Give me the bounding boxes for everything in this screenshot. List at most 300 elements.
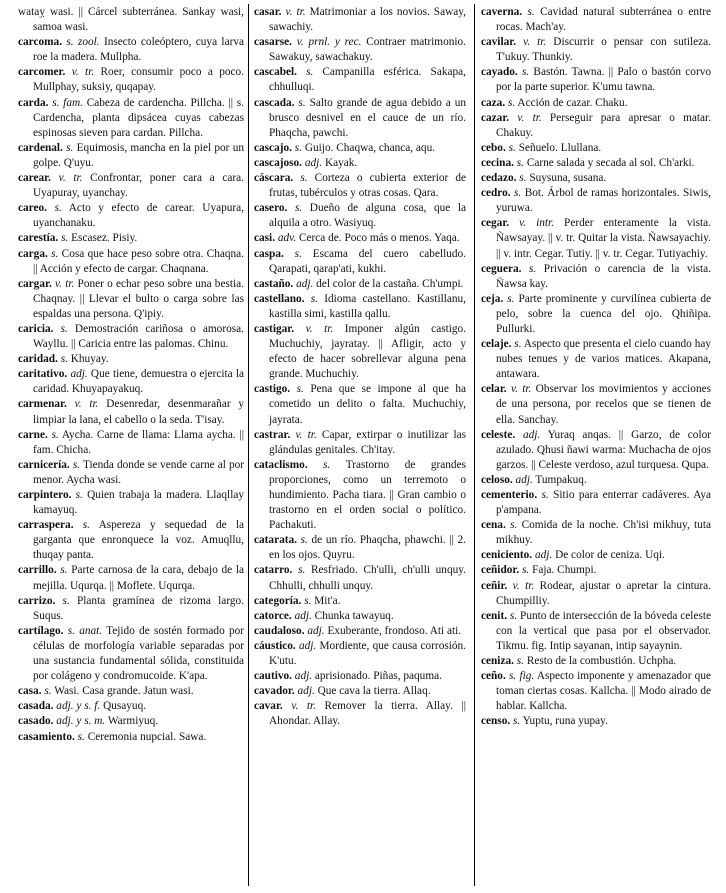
entry-headword: cascada. [254,96,295,109]
entry-headword: cargar. [18,277,52,290]
entry-headword: cautivo. [254,670,292,683]
dictionary-entry [481,548,711,563]
entry-grammar: s. [310,292,319,305]
dictionary-entry [481,337,711,382]
dictionary-entry [481,488,711,518]
dictionary-entry [254,231,466,246]
dictionary-entry [481,518,711,548]
entry-headword: caricia. [18,322,54,335]
entry-grammar: adj. [298,639,317,652]
entry-definition: Yuptu, runa yupay. [522,715,608,728]
entry-definition: Observar los movimientos y acciones de una persona, por recelos que se tienen de ella. Sanchay. [496,383,711,426]
entry-grammar: adj. [307,624,325,637]
entry-definition: De color de ceniza. Uqi. [555,549,665,562]
dictionary-entry [18,714,244,729]
entry-grammar: v. intr. [519,217,555,230]
entry-definition: Cavidad natural subterránea o entre rocas. Mach'ay. [496,6,711,34]
entry-grammar: s. [522,564,530,577]
entry-grammar: s. anat. [67,624,103,637]
entry-definition: Campanilla esférica. Sakapa, chhulluqi. [269,66,466,94]
entry-grammar: s. [54,202,62,215]
dictionary-entry [481,563,711,578]
entry-definition: Equimosis, mancha en la piel por un golpe. Q'uyu. [33,141,244,169]
entry-headword: carcoma. [18,36,63,49]
dictionary-entry [18,518,244,563]
entry-definition: Bastón. Tawna. || Palo o bastón corvo por la parte superior. K'umu tawna. [496,66,711,94]
dictionary-entry [481,35,711,65]
entry-headword: cavar. [254,700,283,713]
entry-definition: Roer, consumir poco a poco. Mullphay, suksiy, quqapay. [33,66,244,94]
entry-definition: Resto de la combustión. Uchpha. [526,655,677,668]
dictionary-entry [254,609,466,624]
entry-definition: Acto y efecto de carear. Uyapura, uyanchanaku. [33,202,244,230]
entry-grammar: s. [294,247,302,260]
entry-definition: Sitio para enterrar cadáveres. Aya p'ampana. [496,489,711,517]
dictionary-entry [481,609,711,654]
entry-grammar: s. [62,594,70,607]
dictionary-entry [18,397,244,427]
entry-grammar: adj. y s. f. [56,700,101,713]
entry-headword: cavador. [254,685,295,698]
entry-definition: Perder enteramente la vista. Ñawsayay. || v. tr. Quitar la vista. Ñawsayachiy. || v. intr. Cegar. Tutiy. || v. tr. Cegar. Tutiyachiy. [496,217,711,260]
dictionary-entry [254,594,466,609]
dictionary-entry [18,65,244,95]
entry-grammar: s. [298,564,306,577]
dictionary-entry [254,684,466,699]
entry-headword: censo. [481,715,511,728]
entry-definition: Discurrir o pensar con sutileza. T'ukuy. Thunkiy. [496,36,711,64]
entry-grammar: s. zool. [66,36,100,49]
entry-headword: ceja. [481,292,504,305]
entry-definition: Perseguir para apresar o matar. Chakuy. [496,111,711,139]
dictionary-entry [18,141,244,171]
entry-definition: Acción de cazar. Chaku. [517,96,628,109]
dictionary-entry [18,352,244,367]
dictionary-entry [254,699,466,729]
entry-definition: Qusayuq. [103,700,147,713]
entry-definition: Escasez. Pisiy. [71,232,138,245]
entry-headword: carestía. [18,232,59,245]
entry-definition: Contraer matrimonio. Sawakuy, sawachakuy. [269,36,466,64]
entry-headword: ceñir. [481,579,508,592]
entry-grammar: s. fig. [509,670,535,683]
entry-grammar: s. [300,172,308,185]
entry-definition: Aspereza y sequedad de la garganta que enronquece la voz. Amuqllu, thuqay panta. [33,519,244,562]
dictionary-entry [481,96,711,111]
entry-grammar: adj. [534,549,553,562]
entry-headword: castigo. [254,383,291,396]
entry-grammar: s. [514,187,522,200]
dictionary-entry [481,428,711,473]
entry-grammar: v. tr. [510,383,532,396]
entry-definition: Dueño de alguna cosa, que la alquila a otro. Wasiyuq. [269,202,466,230]
entry-definition: Khuyay. [70,353,109,366]
entry-definition: Pena que se impone al que ha cometido un delito o falta. Muchuchiy, jayrata. [269,383,466,426]
entry-definition: Tumpakuq. [535,473,587,486]
entry-headword: catarro. [254,564,293,577]
dictionary-entry [481,579,711,609]
entry-grammar: s. [508,141,516,154]
dictionary-entry [254,141,466,156]
entry-headword: cedazo. [481,172,517,185]
dictionary-entry [481,714,711,729]
entry-grammar: s. [527,6,535,18]
entry-grammar: v. tr. [291,700,316,713]
entry-headword: ceniciento. [481,549,533,562]
entry-grammar: adj. [523,428,541,441]
entry-definition: Imponer algún castigo. Muchuchiy, jayratay. || Afligir, acto y efecto de hacer sobrellevar alguna pena grande. Muchuchiy. [269,322,466,381]
entry-headword: cedro. [481,187,511,200]
entry-headword: cascajo. [254,141,292,154]
entry-grammar: s. [521,66,530,79]
entry-definition: Faja. Chumpi. [532,564,597,577]
entry-definition: wataỵ wasi. || Cárcel subterránea. Sankay wasi, samoa wasi. [18,6,244,34]
entry-definition: Resfriado. Ch'ulli, ch'ulli unquy. Chhulli, chhulli unquy. [269,564,466,592]
entry-grammar: s. [516,655,524,668]
dictionary-entry [481,262,711,292]
entry-headword: cenit. [481,609,508,622]
dictionary-entry [18,458,244,488]
dictionary-entry [254,382,466,427]
dictionary-entry [254,669,466,684]
dictionary-entry [18,201,244,231]
dictionary-entry [254,247,466,277]
entry-definition: Matrimoniar a los novios. Saway, sawachiy. [269,6,466,34]
entry-headword: cementerio. [481,489,538,501]
entry-headword: casado. [18,715,54,728]
entry-grammar: s. [519,172,527,185]
entry-grammar: s. [323,458,331,471]
entry-headword: casi. [254,232,276,245]
entry-definition: Cabeza de cardencha. Pillcha. || s. Cardencha, planta dipsácea cuyas cabezas espinosas sieven para cardan. Pillcha. [33,96,244,139]
entry-headword: caridad. [18,353,58,366]
dictionary-entry [481,216,711,261]
entry-definition: Aspecto imponente y amenazador que toman ciertas cosas. Kallcha. || Modo airado de hablar. Kallcha. [496,670,711,713]
dictionary-entry [481,111,711,141]
dictionary-entry [254,639,466,669]
entry-headword: cecina. [481,156,514,169]
dictionary-entry [481,65,711,95]
entry-headword: casada. [18,700,54,713]
entry-headword: cascajoso. [254,156,303,169]
dictionary-entry [18,624,244,684]
dictionary-entry [254,65,466,95]
dictionary-entry [254,277,466,292]
dictionary-entry [18,35,244,65]
entry-headword: carne. [18,428,48,441]
entry-headword: cena. [481,519,506,532]
entry-headword: casero. [254,202,288,215]
entry-headword: cayado. [481,66,518,79]
entry-definition: Mordiente, que causa corrosión. K'utu. [269,639,466,668]
entry-definition: Corteza o cubierta exterior de frutas, tubérculos y otras cosas. Qara. [269,172,466,200]
entry-definition: Comida de la noche. Ch'isi mikhuy, tuta mikhuy. [496,519,711,547]
entry-headword: castellano. [254,292,305,305]
entry-grammar: v. tr. [55,277,75,290]
entry-headword: castrar. [254,428,291,441]
entry-headword: caritativo. [18,368,68,381]
entry-headword: carmenar. [18,398,67,411]
entry-grammar: v. tr. [512,579,535,592]
entry-grammar: v. tr. [523,36,547,49]
entry-headword: carcomer. [18,66,66,79]
entry-definition: Trastorno de grandes proporciones, como un terremoto o hundimiento. Pacha tiara. || Gran cambio o trastorno en el orden social o político. Pachakuti. [269,458,466,532]
entry-grammar: s. [294,141,303,154]
entry-headword: cartílago. [18,624,64,637]
dictionary-entry [254,201,466,231]
dictionary-entry [481,382,711,427]
entry-headword: catorce. [254,609,292,622]
entry-grammar: v. tr. [295,428,317,441]
dictionary-entry [481,5,711,35]
entry-grammar: adj. [70,368,88,381]
entry-grammar: adv. [277,232,297,245]
entry-grammar: s. [66,141,74,154]
entry-headword: ceñidor. [481,564,520,577]
entry-grammar: s. [77,730,85,743]
dictionary-entry [18,367,244,397]
dictionary-entry [18,488,244,518]
dictionary-entry [18,563,244,593]
entry-definition: de un río. Phaqcha, phawchi. || 2. en los ojos. Quyru. [269,534,466,562]
dictionary-entry [254,533,466,563]
dictionary-entry [18,428,244,458]
entry-grammar: s. [60,322,68,335]
dictionary-entry [254,5,466,35]
entry-definition: Planta gramínea de rizoma largo. Suqus. [33,594,244,622]
dictionary-entry [18,594,244,624]
entry-definition: Warmiyuq. [107,715,159,728]
dictionary-entry [254,458,466,533]
dictionary-entry [18,322,244,352]
entry-grammar: v. tr. [71,66,95,79]
entry-headword: cavilar. [481,36,517,49]
entry-headword: caza. [481,96,506,109]
dictionary-entry [481,156,711,171]
entry-definition: Remover la tierra. Allay. || Ahondar. Allay. [269,700,466,728]
entry-definition: Punto de intersección de la bóveda celeste con la vertical que pasa por el observador. Tikmu. fig. Intip sayanan, intip sayaynin. [496,609,711,652]
dictionary-entry [18,171,244,201]
entry-definition: Quien trabaja la madera. Llaqllay kamayuq. [33,489,244,517]
entry-definition: Yuraq anqas. || Garzo, de color azulado. Qhusi ñawi warma: Muchacha de ojos garzos. || Celeste verdoso, azul turquesa. Qupa. [496,428,711,471]
entry-headword: casa. [18,685,42,698]
entry-grammar: s. [296,383,304,396]
entry-grammar: s. [529,262,537,275]
entry-definition: Guijo. Chaqwa, chanca, aqu. [304,141,436,154]
entry-grammar: v. tr. [517,111,542,124]
entry-grammar: s. fam. [52,96,83,109]
dictionary-entry [254,156,466,171]
entry-headword: caverna. [481,6,523,18]
entry-headword: cáustico. [254,639,296,652]
entry-headword: cataclismo. [254,458,308,471]
entry-headword: ceguera. [481,262,522,275]
entry-grammar: s. [82,519,90,532]
entry-grammar: s. [507,292,515,305]
entry-definition: Capar, extirpar o inutilizar las glándulas genitales. Ch'itay. [269,428,466,456]
entry-definition: Tejido de sostén formado por células de morfología variable separadas por una sustancia fundamental sólida, constituida por colágeno y condromucoide. K'apa. [33,624,244,683]
entry-grammar: s. [72,458,81,471]
entry-headword: categoría. [254,594,302,607]
entry-definition: Insecto coleóptero, cuya larva roe la madera. Mullpha. [33,36,244,64]
entry-definition: Parte carnosa de la cara, debajo de la mejilla. Uqurqa. || Moflete. Uqurqa. [33,564,244,592]
entry-headword: ceño. [481,670,506,683]
entry-definition: Que cava la tierra. Allaq. [317,685,431,698]
dictionary-entry [18,96,244,141]
entry-headword: castigar. [254,322,295,335]
entry-grammar: v. tr. [285,6,306,18]
entry-headword: celaje. [481,338,512,351]
entry-headword: careo. [18,202,47,215]
entry-definition: Suysuna, susana. [529,172,607,185]
entry-definition: Que tiene, demuestra o ejercita la caridad. Khuyapayakuq. [33,368,244,396]
entry-grammar: s. [306,66,314,79]
dictionary-entry [481,141,711,156]
entry-definition: Carne salada y secada al sol. Ch'arki. [526,156,695,169]
entry-definition: Privación o carencia de la vista. Ñawsa kay. [496,262,711,290]
dictionary-entry [481,171,711,186]
dictionary-entry [18,277,244,322]
dictionary-entry [18,684,244,699]
column-divider [248,4,249,886]
entry-grammar: s. [300,534,308,547]
entry-grammar: adj. [297,685,315,698]
entry-grammar: s. [294,202,303,215]
entry-definition: Mit'a. [314,594,341,607]
entry-grammar: s. [509,609,518,622]
entry-headword: casamiento. [18,730,75,743]
entry-definition: Cerca de. Poco más o menos. Yaqa. [298,232,460,245]
entry-headword: casar. [254,6,282,18]
entry-grammar: adj. y s. m. [56,715,106,728]
entry-grammar: adj. [294,670,313,683]
entry-headword: celar. [481,383,507,396]
entry-definition: Desenredar, desenmarañar y limpiar la lana, el cabello o la seda. T'isay. [33,398,244,426]
entry-definition: Rodear, ajustar o apretar la cintura. Chumpilliy. [496,579,711,607]
dictionary-entry [254,96,466,141]
entry-grammar: s. [304,594,312,607]
entry-grammar: s. [513,715,521,728]
dictionary-column-3 [481,5,711,730]
entry-grammar: s. [60,353,68,366]
entry-headword: caspa. [254,247,284,260]
dictionary-entry [254,322,466,382]
entry-headword: catarata. [254,534,297,547]
entry-headword: cegar. [481,217,510,230]
dictionary-entry [481,654,711,669]
entry-headword: carraspera. [18,519,74,532]
entry-definition: Aspecto que presenta el cielo cuando hay nubes tenues y de varios matices. Akapana, antawara. [496,338,711,381]
entry-headword: cáscara. [254,172,294,185]
entry-grammar: s. [75,489,83,501]
entry-headword: carear. [18,172,51,185]
entry-grammar: s. [51,428,59,441]
entry-grammar: s. [61,232,69,245]
dictionary-entry [18,730,244,745]
entry-grammar: adj. [296,277,314,290]
dictionary-entry [481,292,711,337]
dictionary-entry [254,171,466,201]
dictionary-entry [254,563,466,593]
entry-headword: carpintero. [18,489,72,501]
entry-grammar: adj. [304,156,323,169]
dictionary-entry [18,231,244,246]
entry-definition: Chunka tawayuq. [314,609,394,622]
entry-definition: Escama del cuero cabelludo. Qarapati, qarap'ati, kukhi. [269,247,466,275]
entry-definition: Kayak. [324,156,358,169]
entry-headword: carnicería. [18,458,70,471]
entry-headword: carrizo. [18,594,56,607]
column-divider [474,4,475,886]
entry-grammar: s. [51,247,59,260]
entry-definition: Aycha. Carne de llama: Llama aycha. || fam. Chicha. [33,428,244,456]
entry-definition: Tienda donde se vende carne al por menor. Aycha wasi. [33,458,244,486]
entry-grammar: adj. [515,473,533,486]
entry-headword: cardenal. [18,141,63,154]
entry-definition: Demostración cariñosa o amorosa. Wayllu. || Caricia entre las palomas. Chinu. [33,322,244,351]
entry-grammar: v. prnl. y rec. [296,36,362,49]
entry-grammar: s. [541,489,549,501]
entry-grammar: s. [60,564,68,577]
entry-definition: Poner o echar peso sobre una bestia. Chaqnay. || Llevar el bulto o carga sobre las espaldas una persona. Q'ipiy. [33,277,244,320]
dictionary-entry [18,247,244,277]
entry-grammar: s. [507,96,516,109]
dictionary-entry [254,428,466,458]
entry-headword: caudaloso. [254,624,305,637]
entry-grammar: s. [44,685,52,698]
entry-grammar: s. [514,338,522,351]
entry-headword: celoso. [481,473,513,486]
entry-headword: cazar. [481,111,510,124]
entry-grammar: v. tr. [305,322,334,335]
entry-headword: carga. [18,247,48,260]
entry-definition: aprisionado. Piñas, paquma. [314,670,442,683]
entry-definition: Confrontar, poner cara a cara. Uyapuray, uyanchay. [33,172,244,200]
entry-definition: Señuelo. Llullana. [518,141,602,154]
entry-definition: del color de la castaña. Ch'umpi. [316,277,464,290]
entry-grammar: v. tr. [74,398,99,411]
entry-definition: Cosa que hace peso sobre otra. Chaqna. || Acción y efecto de cargar. Chaqnana. [33,247,244,275]
entry-headword: castaño. [254,277,294,290]
dictionary-entry [481,473,711,488]
entry-definition: Wasi. Casa grande. Jatun wasi. [54,685,194,698]
dictionary-column-1 [18,5,244,745]
entry-definition: Idioma castellano. Kastillanu, kastilla simi, kastilla qallu. [269,292,466,320]
entry-headword: cebo. [481,141,506,154]
dictionary-column-2 [254,5,466,730]
dictionary-entry [18,699,244,714]
dictionary-entry [481,186,711,216]
entry-grammar: v. tr. [58,172,83,185]
entry-definition: Ceremonia nupcial. Sawa. [87,730,207,743]
entry-grammar: s. [510,519,518,532]
dictionary-entry [254,292,466,322]
dictionary-entry [254,624,466,639]
entry-headword: carrillo. [18,564,57,577]
entry-headword: ceniza. [481,655,514,668]
entry-headword: casarse. [254,36,292,49]
entry-headword: carda. [18,96,49,109]
entry-definition: Salto grande de agua debido a un brusco desnivel en el cauce de un río. Phaqcha, pawchi. [269,96,466,139]
dictionary-entry [18,5,244,35]
entry-headword: celeste. [481,428,516,441]
entry-grammar: adj. [294,609,312,622]
entry-grammar: s. [516,156,524,169]
entry-headword: cascabel. [254,66,297,79]
dictionary-entry [254,35,466,65]
entry-definition: Bot. Árbol de ramas horizontales. Siwis, yuruwa. [496,187,711,215]
entry-definition: Parte prominente y curvilínea cubierta de pelo, sobre la cuenca del ojo. Qhiñipa. Pullurki. [496,292,711,335]
